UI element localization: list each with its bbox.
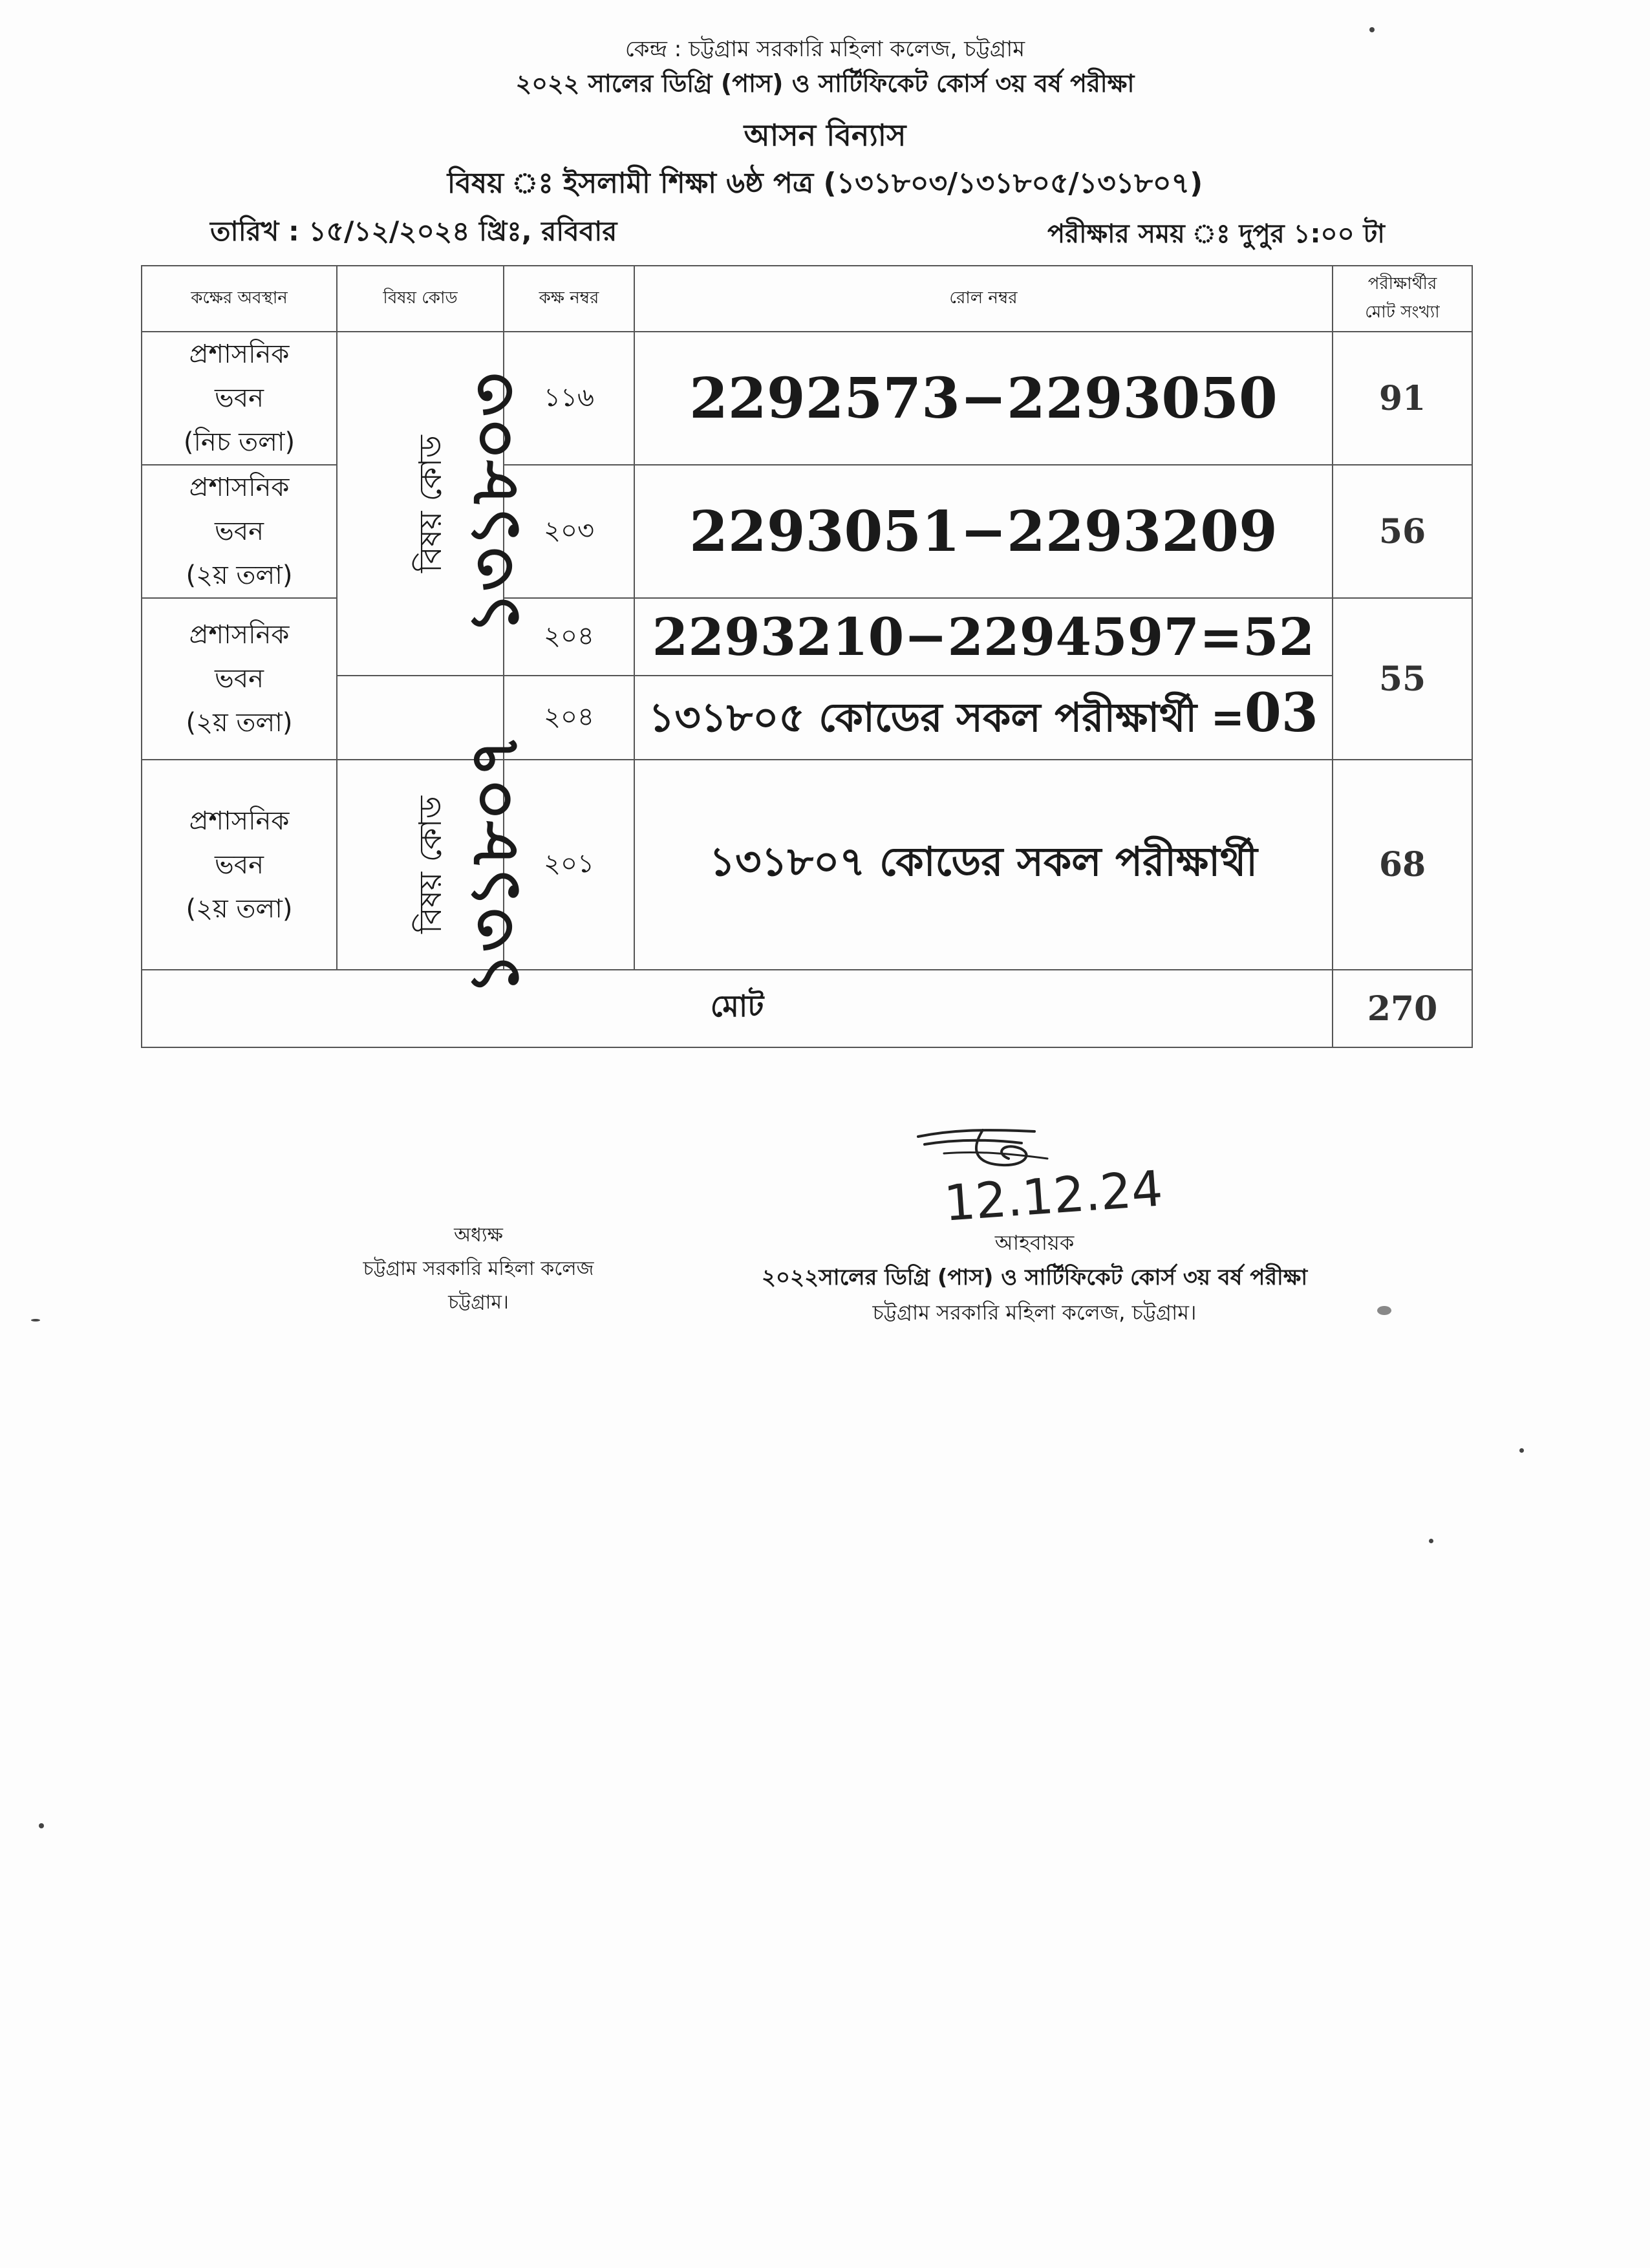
col-count — [1333, 266, 1472, 332]
location-line: ভবন — [215, 517, 264, 546]
subject-code-cell — [337, 733, 534, 996]
room-cell: ২০৪ — [504, 598, 634, 676]
table-row — [142, 760, 1472, 970]
total-value: 270 — [1333, 970, 1472, 1047]
subject-line: বিষয় ঃ ইসলামী শিক্ষা ৬ষ্ঠ পত্র (১৩১৮০৩/১৩১৮০৫/১৩১৮০৭) — [447, 167, 1203, 200]
room-cell: ২০৩ — [504, 465, 634, 598]
subject-code-label: বিষয় কোড — [412, 434, 449, 573]
scan-speck — [1429, 1539, 1433, 1543]
location-line: ভবন — [215, 850, 264, 880]
room-cell: ১১৬ — [504, 332, 634, 465]
location-line: (২য় তলা) — [186, 893, 293, 924]
roll-cell: 2292573−2293050 — [634, 332, 1333, 465]
subject-code-cell — [337, 332, 534, 676]
roll-cell: 2293210−2294597=52 — [634, 598, 1333, 676]
scan-speck — [39, 1823, 44, 1828]
subject-code-vertical — [407, 733, 534, 996]
location-cell — [142, 760, 337, 970]
scan-speck — [1377, 1306, 1391, 1315]
centre-line: কেন্দ্র : চট্টগ্রাম সরকারি মহিলা কলেজ, চট্টগ্রাম — [625, 36, 1025, 62]
principal-college: চট্টগ্রাম সরকারি মহিলা কলেজ — [363, 1257, 594, 1280]
location-line: ভবন — [215, 664, 264, 694]
room-cell: ২০৪ — [504, 676, 634, 760]
col-roll: রোল নম্বর — [634, 266, 1333, 332]
count-cell: 55 — [1333, 598, 1472, 760]
subject-code-number: ১৩১৮০৩ — [455, 372, 534, 635]
total-label: মোট — [142, 970, 1333, 1047]
subject-code-vertical — [407, 372, 534, 635]
subject-code-number: ১৩১৮০৭ — [455, 733, 534, 996]
table-header-row — [142, 266, 1472, 332]
location-line: প্রশাসনিক — [189, 473, 290, 502]
col-room: কক্ষ নম্বর — [504, 266, 634, 332]
room-cell: ২০১ — [504, 760, 634, 970]
roll-cell: 2293051−2293209 — [634, 465, 1333, 598]
convener-exam: ২০২২সালের ডিগ্রি (পাস) ও সার্টিফিকেট কোর্স ৩য় বর্ষ পরীক্ষা — [761, 1265, 1308, 1290]
seating-table — [141, 265, 1473, 1048]
scan-speck — [31, 1319, 40, 1321]
col-subject-code: বিষয় কোড — [337, 266, 504, 332]
location-line: প্রশাসনিক — [189, 339, 290, 369]
convener-signature-block — [698, 1225, 1371, 1330]
table-row — [142, 676, 1472, 760]
roll-text: ১৩১৮০৫ কোডের সকল পরীক্ষার্থী = — [648, 693, 1245, 741]
location-line: প্রশাসনিক — [189, 806, 290, 836]
location-line: প্রশাসনিক — [189, 620, 290, 650]
roll-cell: ১৩১৮০৭ কোডের সকল পরীক্ষার্থী — [634, 760, 1333, 970]
principal-city: চট্টগ্রাম। — [448, 1291, 509, 1314]
convener-title: আহবায়ক — [994, 1230, 1075, 1255]
exam-time: পরীক্ষার সময় ঃ দুপুর ১:০০ টা — [1047, 219, 1385, 249]
count-cell: 91 — [1333, 332, 1472, 465]
col-count-line2: মোট সংখ্যা — [1365, 303, 1440, 322]
scan-speck — [1369, 27, 1375, 32]
location-line: (নিচ তলা) — [183, 427, 295, 457]
exam-date: তারিখ : ১৫/১২/২০২৪ খ্রিঃ, রবিবার — [210, 215, 617, 247]
total-row — [142, 970, 1472, 1047]
table-row — [142, 332, 1472, 465]
principal-signature-block — [272, 1219, 685, 1320]
subject-code-label: বিষয় কোড — [412, 796, 449, 934]
exam-title: ২০২২ সালের ডিগ্রি (পাস) ও সার্টিফিকেট কোর্স ৩য় বর্ষ পরীক্ষা — [515, 69, 1135, 98]
roll-number: 03 — [1244, 681, 1318, 744]
count-cell: 68 — [1333, 760, 1472, 970]
signature-date: 12.12.24 — [942, 1159, 1165, 1232]
principal-title: অধ্যক্ষ — [454, 1224, 503, 1246]
col-location: কক্ষের অবস্থান — [142, 266, 337, 332]
col-count-line1: পরীক্ষার্থীর — [1367, 274, 1437, 294]
roll-cell — [634, 676, 1333, 760]
location-line: (২য় তলা) — [186, 561, 293, 590]
location-line: ভবন — [215, 383, 264, 413]
location-cell — [142, 332, 337, 465]
location-line: (২য় তলা) — [186, 708, 293, 738]
location-cell — [142, 598, 337, 760]
scan-speck — [1519, 1448, 1524, 1453]
convener-college: চট্টগ্রাম সরকারি মহিলা কলেজ, চট্টগ্রাম। — [872, 1300, 1197, 1325]
location-cell — [142, 465, 337, 598]
document-title: আসন বিন্যাস — [744, 118, 906, 153]
count-cell: 56 — [1333, 465, 1472, 598]
